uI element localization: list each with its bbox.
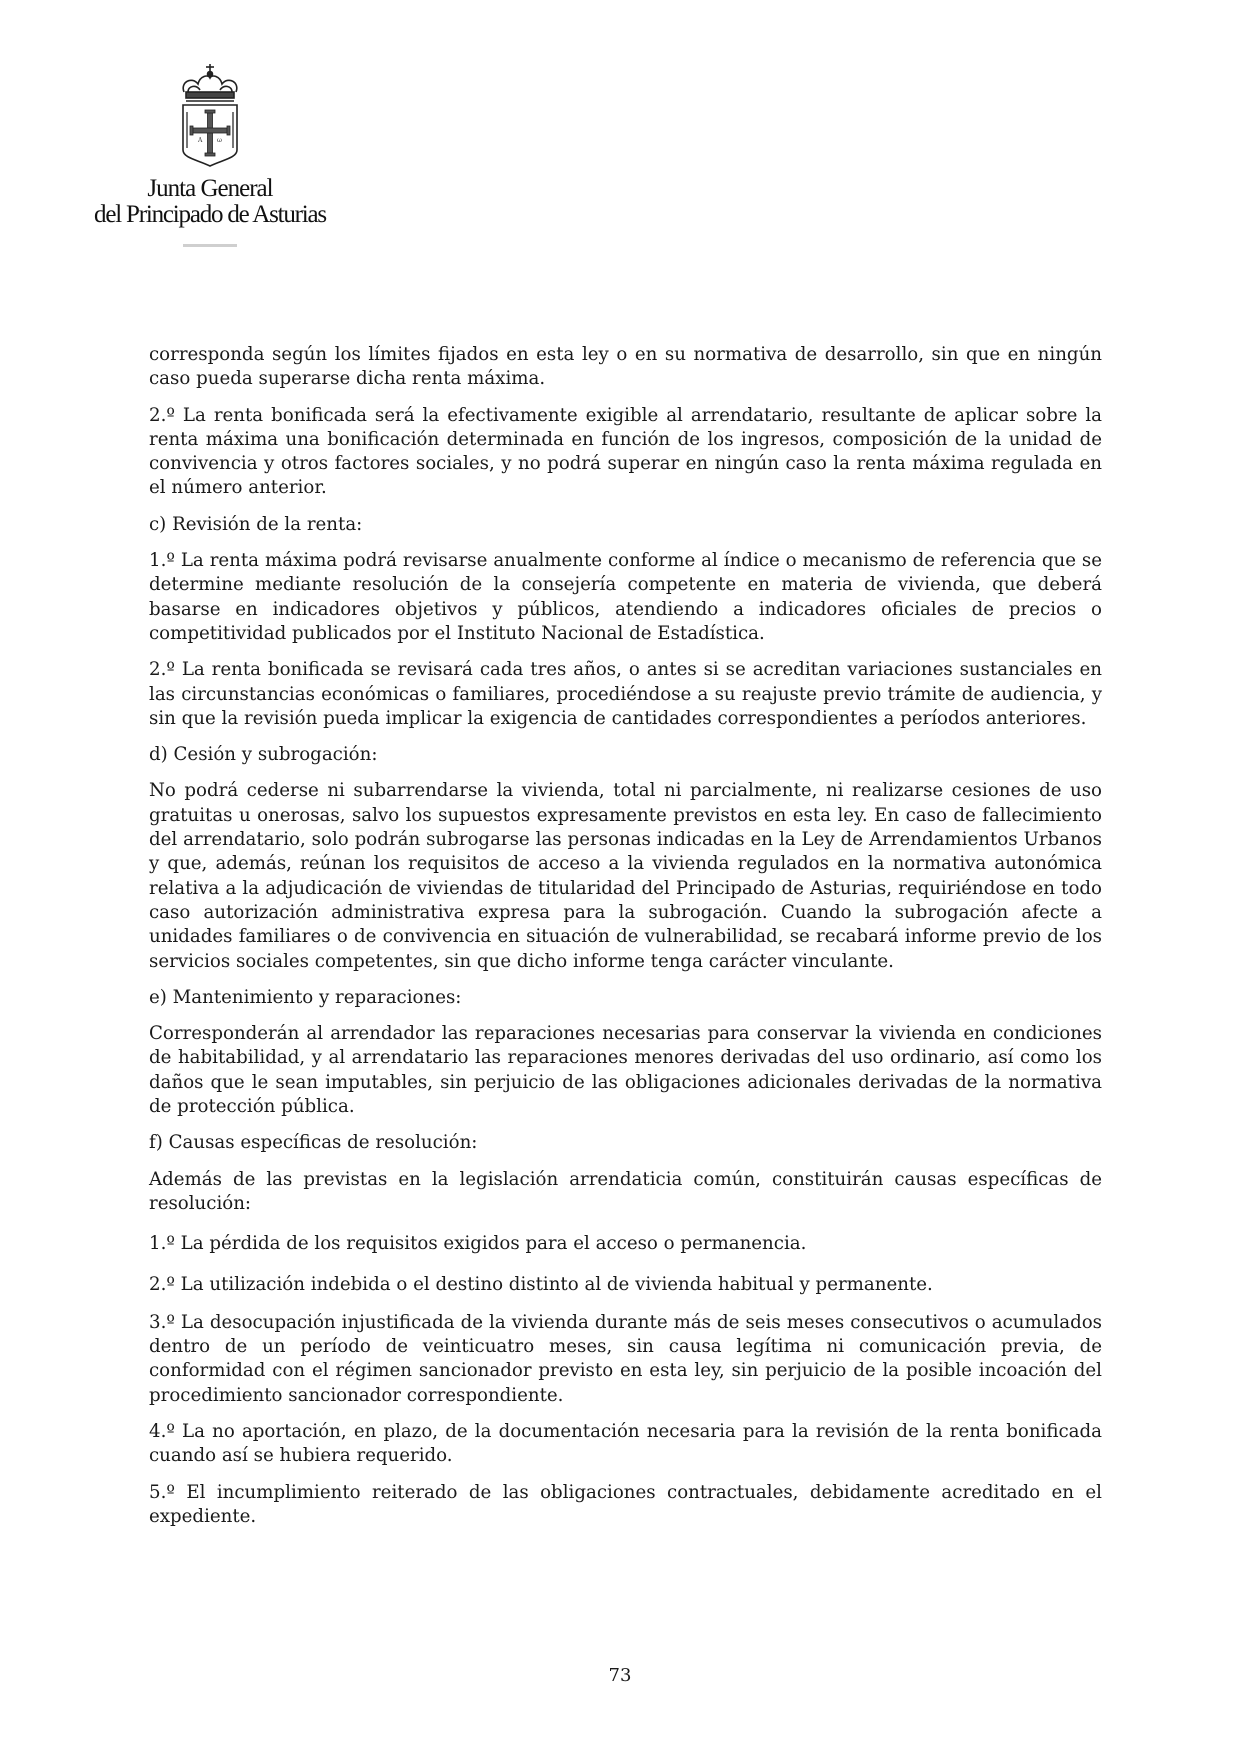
section-heading: e) Mantenimiento y reparaciones: xyxy=(149,986,462,1008)
paragraph: 1.º La renta máxima podrá revisarse anualmente conforme al índice o mecanismo de referencia que se determine mediante resolución de la consejería competente en materia de vivienda, que deberá basarse en indicadores objetivos y públicos, atendiendo a indicadores oficiales de precios o competitividad publicados por el Instituto Nacional de Estadística. xyxy=(149,550,1102,644)
header-divider xyxy=(183,244,237,247)
list-item: 2.º La utilización indebida o el destino distinto al de vivienda habitual y permanente. xyxy=(149,1273,933,1295)
document-header xyxy=(80,62,340,247)
section-heading: f) Causas específicas de resolución: xyxy=(149,1132,478,1154)
section-heading: c) Revisión de la renta: xyxy=(149,513,363,535)
svg-text:ω: ω xyxy=(217,137,222,144)
svg-text:A: A xyxy=(198,137,203,144)
org-name-line2: del Principado de Asturias xyxy=(94,201,326,228)
list-item: 4.º La no aportación, en plazo, de la documentación necesaria para la revisión de la renta bonificada cuando así se hubiera requerido. xyxy=(149,1420,1102,1467)
section-heading: d) Cesión y subrogación: xyxy=(149,744,378,766)
document-body xyxy=(149,343,1102,1541)
page-number: 73 xyxy=(608,1665,632,1686)
list-item: 5.º El incumplimiento reiterado de las obligaciones contractuales, debidamente acreditado en el expediente. xyxy=(149,1481,1102,1527)
list-item: 1.º La pérdida de los requisitos exigidos para el acceso o permanencia. xyxy=(149,1233,807,1255)
paragraph: corresponda según los límites fijados en esta ley o en su normativa de desarrollo, sin que en ningún caso pueda superarse dicha renta máxima. xyxy=(149,344,1102,390)
coat-of-arms-icon xyxy=(174,62,246,168)
paragraph: Corresponderán al arrendador las reparaciones necesarias para conservar la vivienda en condiciones de habitabilidad, y al arrendatario las reparaciones menores derivadas del uso ordinario, así como los daños que le sean imputables, sin perjuicio de las obligaciones adicionales derivadas de la normativa de protección pública. xyxy=(149,1023,1102,1118)
list-item: 3.º La desocupación injustificada de la vivienda durante más de seis meses consecutivos o acumulados dentro de un período de veinticuatro meses, sin causa legítima ni comunicación previa, de conformidad con el régimen sancionador previsto en esta ley, sin perjuicio de la posible incoación del procedimiento sancionador correspondiente. xyxy=(149,1311,1102,1406)
paragraph: 2.º La renta bonificada se revisará cada tres años, o antes si se acreditan variaciones sustanciales en las circunstancias económicas o familiares, procediéndose a su reajuste previo trámite de audiencia, y sin que la revisión pueda implicar la exigencia de cantidades correspondientes a períodos anteriores. xyxy=(149,659,1102,729)
paragraph: 2.º La renta bonificada será la efectivamente exigible al arrendatario, resultante de aplicar sobre la renta máxima una bonificación determinada en función de los ingresos, composición de la unidad de convivencia y otros factores sociales, y no podrá superar en ningún caso la renta máxima regulada en el número anterior. xyxy=(149,404,1102,499)
paragraph: No podrá cederse ni subarrendarse la vivienda, total ni parcialmente, ni realizarse cesiones de uso gratuitas u onerosas, salvo los supuestos expresamente previstos en esta ley. En caso de fallecimiento del arrendatario, solo podrán subrogarse las personas indicadas en la Ley de Arrendamientos Urbanos y que, además, reúnan los requisitos de acceso a la vivienda regulados en la normativa autonómica relativa a la adjudicación de viviendas de titularidad del Principado de Asturias, requiriéndose en todo caso autorización administrativa expresa para la subrogación. Cuando la subrogación afecte a unidades familiares o de convivencia en situación de vulnerabilidad, se recabará informe previo de los servicios sociales competentes, sin que dicho informe tenga carácter vinculante. xyxy=(149,780,1102,972)
paragraph: Además de las previstas en la legislación arrendaticia común, constituirán causas específicas de resolución: xyxy=(149,1168,1102,1214)
org-name-line1: Junta General xyxy=(147,175,273,202)
